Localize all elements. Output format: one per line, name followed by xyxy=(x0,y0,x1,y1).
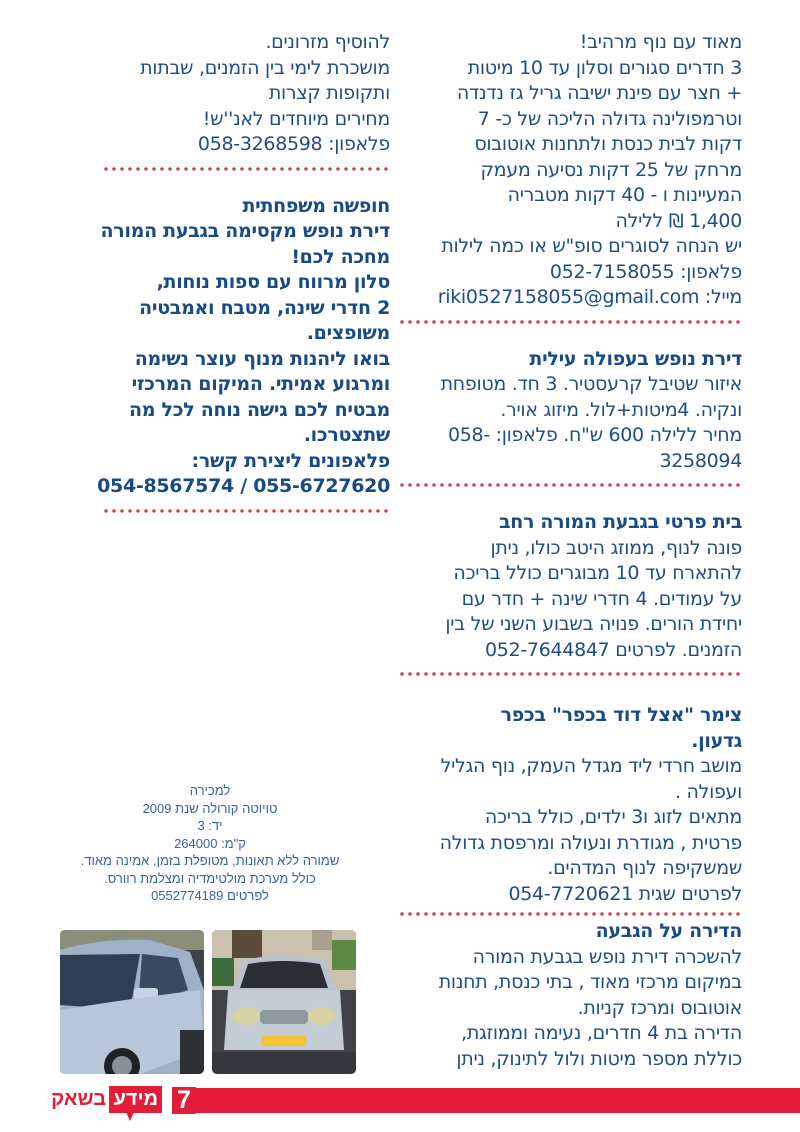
ad-line: שמשקיפה לנוף המדהים. xyxy=(547,857,742,879)
ad-line: איזור שטיבל קרעסטיר. 3 חד. מטופחת xyxy=(440,373,742,395)
ad-line: מאוד עם נוף מרהיב! xyxy=(579,31,742,53)
ad-line: מחכה לכם! xyxy=(291,245,390,268)
ad-line: מתאים לזוג ו3 ילדים, כולל בריכה xyxy=(484,806,742,828)
dotted-divider xyxy=(400,911,742,917)
ad-line: דקות לבית כנסת ולתחנות אוטובוס xyxy=(474,133,742,155)
ad-line: מחירים מיוחדים לאנ''ש! xyxy=(202,107,390,130)
car-photos xyxy=(60,930,360,1074)
left-column xyxy=(97,30,390,514)
ad-body xyxy=(400,945,742,1073)
ad-line: מחיר ללילה 600 ש"ח. פלאפון: -058 xyxy=(447,424,742,446)
ad-apartment-on-the-hill xyxy=(400,919,742,1072)
ad-line: פונה לנוף, ממוזג היטב כולו, ניתן xyxy=(490,536,742,559)
ad-line: ותקופות קצרות xyxy=(268,82,390,104)
ad-body xyxy=(100,30,390,158)
ad-car-for-sale xyxy=(50,782,370,905)
ad-line: שתצטרכו. xyxy=(303,424,390,446)
ad-title: חופשה משפחתית xyxy=(242,194,390,217)
ad-line: ומרגוע אמיתי. המיקום המרכזי xyxy=(131,373,390,395)
logo-word: בשאק xyxy=(51,1088,106,1110)
ad-title xyxy=(400,703,742,754)
page-number: 7 xyxy=(172,1087,196,1114)
ad-phone: הזמנים. לפרטים 052-7644847 xyxy=(485,638,742,661)
ad-line: ועפולה . xyxy=(674,780,742,803)
right-column xyxy=(400,30,742,1072)
car-ad-line: שמורה ללא תאונות, מטופלת בזמן, אמינה מאוד. xyxy=(80,853,340,868)
car-front-image-icon xyxy=(212,930,356,1074)
ad-title: דירת נופש בעפולה עילית xyxy=(529,347,742,370)
ad-line: במיקום מרכזי מאוד , בתי כנסת, תחנות xyxy=(438,971,742,993)
ad-phone: פלאפון: 058-3268598 xyxy=(197,133,390,155)
ad-line: יש הנחה לסוגרים סופ"ש או כמה לילות xyxy=(441,235,742,257)
ad-line: משופצים. xyxy=(306,322,390,344)
logo-boxed-word: מידע xyxy=(109,1086,162,1113)
dotted-divider xyxy=(400,482,742,488)
ad-price: 1,400 ₪ ללילה xyxy=(615,209,742,232)
ad-private-house-givat-hamore xyxy=(400,510,742,677)
ad-title-line: גדעון. xyxy=(691,729,742,752)
ad-line: דירת נופש מקסימה בגבעת המורה xyxy=(100,220,390,242)
ad-title: הדירה על הגבעה xyxy=(595,920,742,942)
ad-phone: פלאפון: 052-7158055 xyxy=(549,260,742,283)
ad-body xyxy=(97,194,390,500)
ad-title-line: צימר "אצל דוד בכפר" בכפר xyxy=(500,704,742,726)
ad-line: המעיינות ו - 40 דקות מטבריה xyxy=(507,184,742,206)
ad-line: על עמודים. 4 חדרי שינה + חדר עם xyxy=(461,587,742,610)
ad-family-vacation xyxy=(97,194,390,514)
car-ad-model: טויוטה קורולה שנת 2009 xyxy=(142,800,278,816)
ad-line: 2 חדרי שינה, מטבח ואמבטיה xyxy=(139,296,390,319)
dotted-divider xyxy=(100,166,390,172)
ad-apartment-continued xyxy=(100,30,390,172)
ad-line: 3 חדרים סגורים וסלון עד 10 מיטות xyxy=(467,56,742,79)
ad-vacation-apartment-continued xyxy=(400,30,742,325)
ad-phone: 3258094 xyxy=(659,449,742,472)
car-ad-mileage: ק"מ: 264000 xyxy=(174,835,246,851)
dotted-divider xyxy=(100,508,390,514)
ad-line: פלאפונים ליצירת קשר: xyxy=(191,449,390,472)
logo-speech-tail-icon xyxy=(126,1112,134,1121)
ad-line: + חצר עם פינת ישיבה גריל גז נדנדה xyxy=(456,82,742,104)
ad-afula-illit-apartment xyxy=(400,347,742,489)
car-side-photo xyxy=(60,930,204,1074)
ad-zimmer-kfar-gidon xyxy=(400,703,742,917)
ad-body xyxy=(400,754,742,907)
ad-line: מושכרת לימי בין הזמנים, שבתות xyxy=(140,56,390,79)
ad-body xyxy=(400,372,742,474)
ad-line: להשכרה דירת נופש בגבעת המורה xyxy=(472,945,742,968)
footer-red-bar xyxy=(196,1088,800,1113)
ad-line: סלון מרווח עם ספות נוחות, xyxy=(156,271,390,293)
car-ad-hand: יד: 3 xyxy=(197,818,223,833)
ad-body xyxy=(400,30,742,311)
ad-title: בית פרטי בגבעת המורה רחב xyxy=(498,511,742,533)
ad-line: להוסיף מזרונים. xyxy=(265,31,390,53)
car-front-photo xyxy=(212,930,356,1074)
car-ad-phone: לפרטים 0552774189 xyxy=(151,888,269,903)
ad-line: פרטית , מגודרת ונעולה ומרפסת גדולה xyxy=(439,831,742,854)
publication-logo xyxy=(30,1086,162,1116)
ad-line: הדירה בת 4 חדרים, נעימה וממוזגת, xyxy=(461,1022,742,1044)
ad-line: ונקיה. 4מיטות+לול. מיזוג אויר. xyxy=(500,398,742,421)
dotted-divider xyxy=(400,671,742,677)
ad-line: מרחק של 25 דקות נסיעה מעמק xyxy=(480,158,742,181)
ad-line: מבטיח לכם גישה נוחה לכל מה xyxy=(129,398,390,421)
ad-line: אוטובוס ומרכז קניות. xyxy=(577,996,742,1019)
ad-phones: 055-6727620 / 054-8567574 xyxy=(97,475,390,497)
car-ad-line: כולל מערכת מולטימדיה ומצלמת רוורס. xyxy=(104,870,316,886)
ad-phone: לפרטים שגית 054-7720621 xyxy=(508,882,742,905)
ad-email[interactable]: מייל: riki0527158055@gmail.com xyxy=(437,286,742,308)
ad-body xyxy=(400,536,742,664)
ad-line: יחידת הורים. פנויה בשבוע השני של בין xyxy=(445,613,742,635)
ad-line: כוללת מספר מיטות ולול לתינוק, ניתן xyxy=(456,1047,742,1070)
dotted-divider xyxy=(400,319,742,325)
ad-line: להתארח עד 10 מבוגרים כולל בריכה xyxy=(453,562,742,584)
ad-line: וטרמפולינה גדולה הליכה של כ- 7 xyxy=(477,107,742,130)
ad-line: בואו ליהנות מנוף עוצר נשימה xyxy=(134,347,390,370)
car-side-image-icon xyxy=(60,930,204,1074)
car-ad-heading: למכירה xyxy=(189,783,231,798)
ad-line: מושב חרדי ליד מגדל העמק, נוף הגליל xyxy=(440,755,742,777)
